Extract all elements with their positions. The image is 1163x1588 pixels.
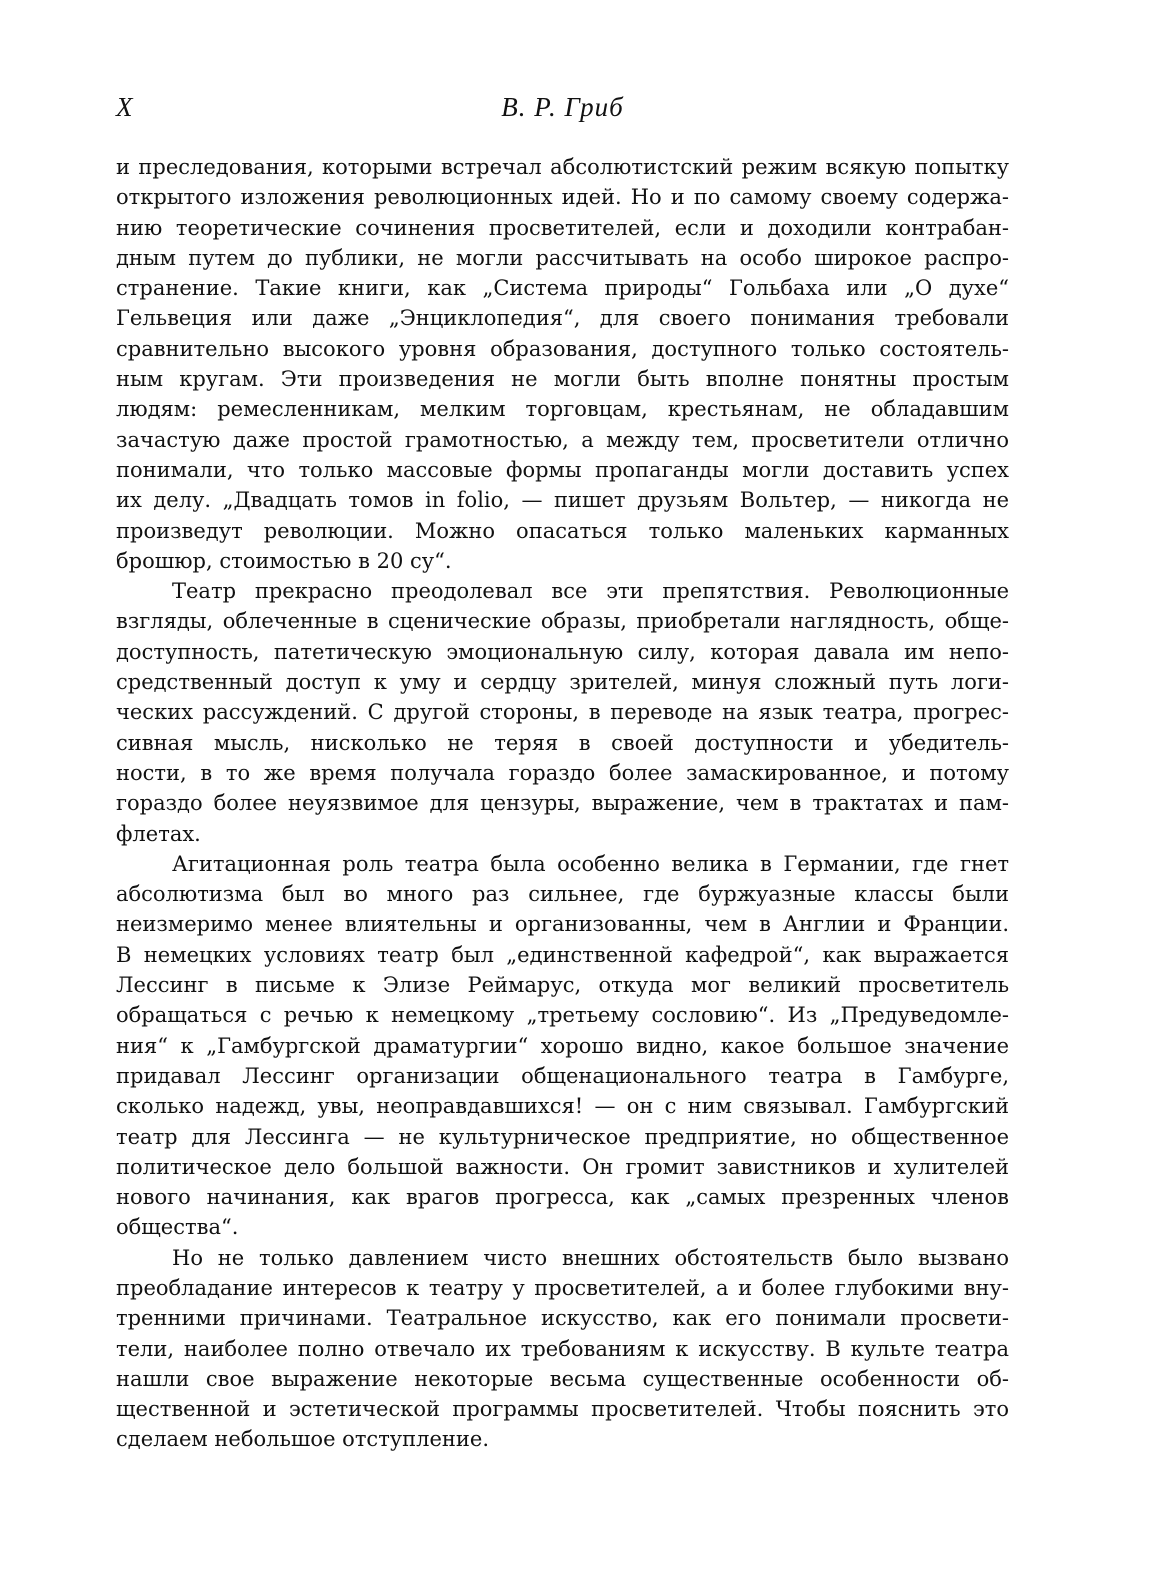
text-line: их делу. „Двадцать томов in folio, — пишет друзьям Вольтер, — никогда не [116,488,1009,513]
text-line: людям: ремесленникам, мелким торговцам, крестьянам, не обладавшим [116,397,1009,422]
text-line: понимали, что только массовые формы пропаганды могли доставить успех [116,457,1009,482]
text-line: Лессинг в письме к Элизе Реймарус, откуда мог великий просветитель [116,973,1009,998]
text-line: произведут революции. Можно опасаться только маленьких карманных [116,518,1009,543]
text-line: сравнительно высокого уровня образования, доступного только состоятель- [116,336,1009,361]
text-line: зачастую даже простой грамотностью, а между тем, просветители отлично [116,427,1009,452]
text-line: нашли свое выражение некоторые весьма существенные особенности об- [116,1366,1009,1391]
text-line: театр для Лессинга — не культурническое предприятие, но общественное [116,1124,1009,1149]
body-text [116,152,1009,1455]
text-line: общества“. [116,1215,239,1240]
text-line: странение. Такие книги, как „Система природы“ Гольбаха или „О духе“ [116,276,1009,301]
text-line: Но не только давлением чисто внешних обстоятельств было вызвано [172,1245,1009,1270]
text-line: доступность, патетическую эмоциональную силу, которая давала им непо- [116,639,1009,664]
page-header [116,92,1009,132]
text-line: ческих рассуждений. С другой стороны, в переводе на язык театра, прогрес- [116,700,1009,725]
text-line: Театр прекрасно преодолевал все эти препятствия. Революционные [172,579,1009,604]
text-line: сивная мысль, нисколько не теряя в своей доступности и убедитель- [116,730,1009,755]
text-line: ным кругам. Эти произведения не могли быть вполне понятны простым [116,367,1009,392]
text-line: флетах. [116,821,201,846]
text-line: тели, наиболее полно отвечало их требованиям к искусству. В культе театра [116,1336,1009,1361]
running-head: В. Р. Гриб [501,92,624,122]
text-line: Агитационная роль театра была особенно велика в Германии, где гнет [172,851,1009,876]
text-line: тренними причинами. Театральное искусство, как его понимали просвети- [116,1306,1009,1331]
text-line: придавал Лессинг организации общенационального театра в Гамбурге, [116,1063,1009,1088]
text-line: гораздо более неуязвимое для цензуры, выражение, чем в трактатах и пам- [116,791,1009,816]
text-line: сколько надежд, увы, неоправдавшихся! — он с ним связывал. Гамбургский [116,1094,1009,1119]
text-line: ности, в то же время получала гораздо более замаскированное, и потому [116,760,1009,785]
text-line: средственный доступ к уму и сердцу зрителей, минуя сложный путь логи- [116,670,1009,695]
text-line: преобладание интересов к театру у просветителей, а и более глубокими вну- [116,1275,1009,1300]
text-line: и преследования, которыми встречал абсолютистский режим всякую попытку [116,155,1009,179]
text-line: ния“ к „Гамбургской драматургии“ хорошо видно, какое большое значение [116,1033,1009,1058]
text-line: дным путем до публики, не могли рассчитывать на особо широкое распро- [116,245,1009,270]
text-line: щественной и эстетической программы просветителей. Чтобы пояснить это [116,1397,1009,1422]
text-line: обращаться с речью к немецкому „третьему сословию“. Из „Предуведомле- [116,1003,1009,1028]
text-line: нового начинания, как врагов прогресса, как „самых презренных членов [116,1185,1009,1210]
text-line: неизмеримо менее влиятельны и организованны, чем в Англии и Франции. [116,912,1009,937]
text-line: абсолютизма был во много раз сильнее, где буржуазные классы были [116,882,1009,907]
text-line: открытого изложения революционных идей. Но и по самому своему содержа- [116,185,1009,210]
text-line: нию теоретические сочинения просветителей, если и доходили контрабан- [116,215,1009,240]
text-line: сделаем небольшое отступление. [116,1427,490,1452]
text-line: взгляды, облеченные в сценические образы, приобретали наглядность, обще- [116,609,1009,634]
text-line: Гельвеция или даже „Энциклопедия“, для своего понимания требовали [116,306,1009,331]
page-number: X [116,92,133,122]
text-line: политическое дело большой важности. Он громит завистников и хулителей [116,1154,1009,1179]
text-line: В немецких условиях театр был „единственной кафедрой“, как выражается [116,942,1009,967]
text-line: брошюр, стоимостью в 20 су“. [116,548,452,573]
